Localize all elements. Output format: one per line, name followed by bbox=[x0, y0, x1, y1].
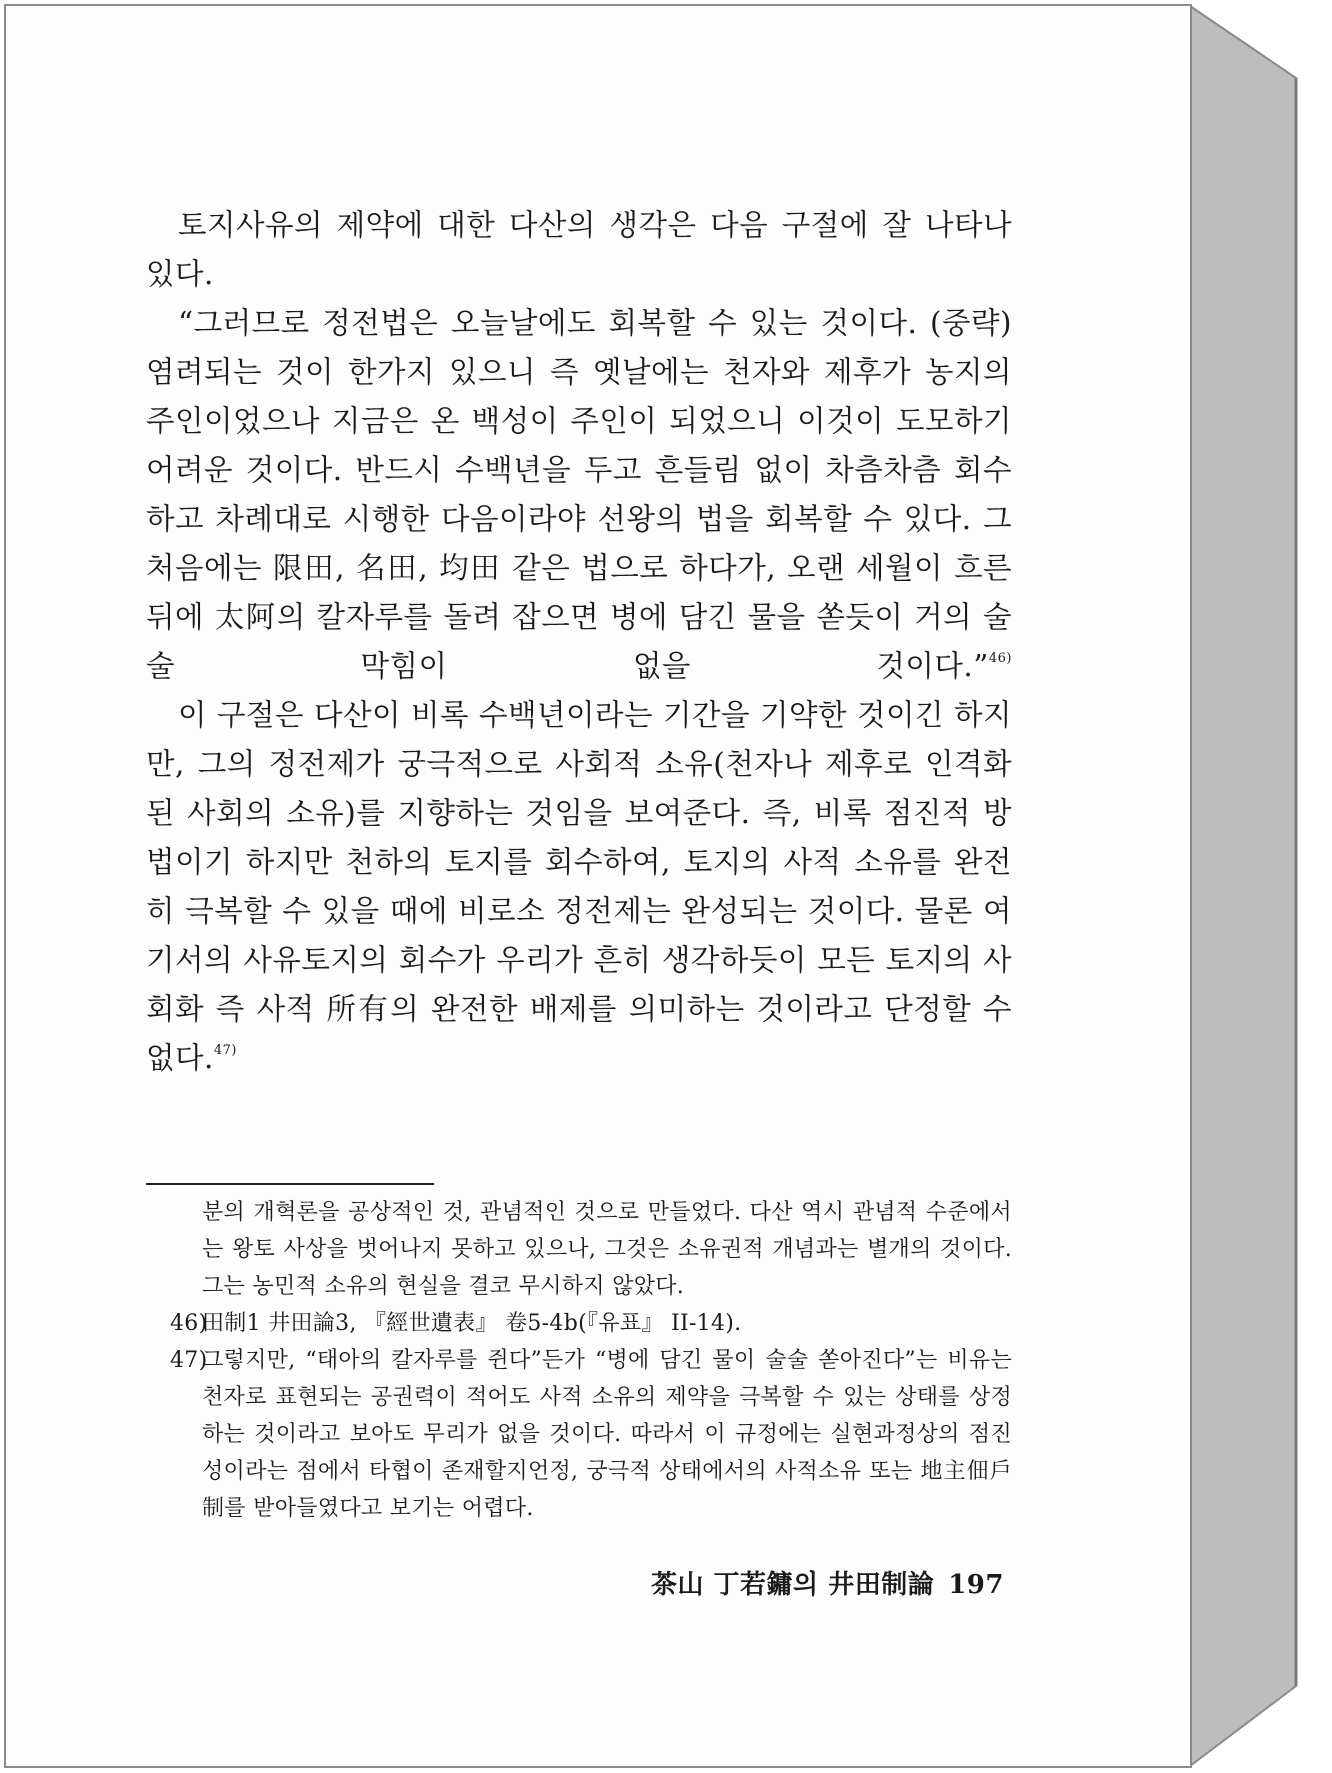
page-number: 197 bbox=[948, 1570, 1004, 1600]
running-footer bbox=[651, 1564, 1004, 1601]
footnote-text: 田制1 井田論3, 『經世遺表』 卷5-4b(『유표』 II-14). bbox=[202, 1311, 742, 1336]
footer-title: 茶山 丁若鏞의 井田制論 bbox=[650, 1570, 935, 1600]
book-side-face bbox=[1190, 6, 1296, 1766]
footnote-divider bbox=[146, 1183, 434, 1185]
footnote-ref-46[interactable]: 46) bbox=[988, 651, 1012, 666]
analysis-text: 이 구절은 다산이 비록 수백년이라는 기간을 기약한 것이긴 하지만, 그의 정전제가 궁극적으로 사회적 소유(천자나 제후로 인격화된 사회의 소유)를 지향하는 것임을 보여준다. 즉, 비록 점진적 방법이기 하지만 천하의 토지를 회수하여, 토지의 사적 소유를 완전히 극복할 수 있을 때에 비로소 정전제는 완성되는 것이다. 물론 여기서의 사유토지의 회수가 우리가 흔히 생각하듯이 모든 토지의 사회화 즉 사적 所有의 완전한 배제를 의미하는 것이라고 단정할 수 없다. bbox=[146, 698, 1012, 1075]
footnote-continuation: 분의 개혁론을 공상적인 것, 관념적인 것으로 만들었다. 다산 역시 관념적 수준에서는 왕토 사상을 벗어나지 못하고 있으나, 그것은 소유권적 개념과는 별개의 것이다. 그는 농민적 소유의 현실을 결코 무시하지 않았다. bbox=[202, 1200, 1012, 1299]
paragraph-quote bbox=[146, 299, 1012, 691]
quote-text: “그러므로 정전법은 오늘날에도 회복할 수 있는 것이다. (중략) 염려되는 것이 한가지 있으니 즉 옛날에는 천자와 제후가 농지의 주인이었으나 지금은 온 백성이 주인이 되었으니 이것이 도모하기 어려운 것이다. 반드시 수백년을 두고 흔들림 없이 차츰차츰 회수하고 차례대로 시행한 다음이라야 선왕의 법을 회복할 수 있다. 그 처음에는 限田, 名田, 均田 같은 법으로 하다가, 오랜 세월이 흐른 뒤에 太阿의 칼자루를 돌려 잡으면 병에 담긴 물을 쏟듯이 거의 술술 막힘이 없을 것이다.” bbox=[146, 306, 1012, 683]
footnote-47 bbox=[170, 1342, 1012, 1527]
footnote-46 bbox=[170, 1305, 1012, 1342]
paragraph-analysis bbox=[146, 691, 1012, 1083]
footnote-number: 47) bbox=[170, 1348, 208, 1373]
footnote-number: 46) bbox=[170, 1311, 208, 1336]
footnote-text: 그렇지만, “태아의 칼자루를 쥔다”든가 “병에 담긴 물이 술술 쏟아진다”는 비유는 천자로 표현되는 공권력이 적어도 사적 소유의 제약을 극복할 수 있는 상태를 상정하는 것이라고 보아도 무리가 없을 것이다. 따라서 이 규정에는 실현과정상의 점진성이라는 점에서 타협이 존재할지언정, 궁극적 상태에서의 사적소유 또는 地主佃戶制를 받아들였다고 보기는 어렵다. bbox=[202, 1348, 1012, 1521]
book-page bbox=[4, 4, 1192, 1768]
footnotes bbox=[170, 1194, 1012, 1527]
footnote-ref-47[interactable]: 47) bbox=[213, 1043, 237, 1058]
paragraph-intro: 토지사유의 제약에 대한 다산의 생각은 다음 구절에 잘 나타나 있다. bbox=[146, 208, 1012, 291]
body-text bbox=[146, 201, 1012, 1083]
